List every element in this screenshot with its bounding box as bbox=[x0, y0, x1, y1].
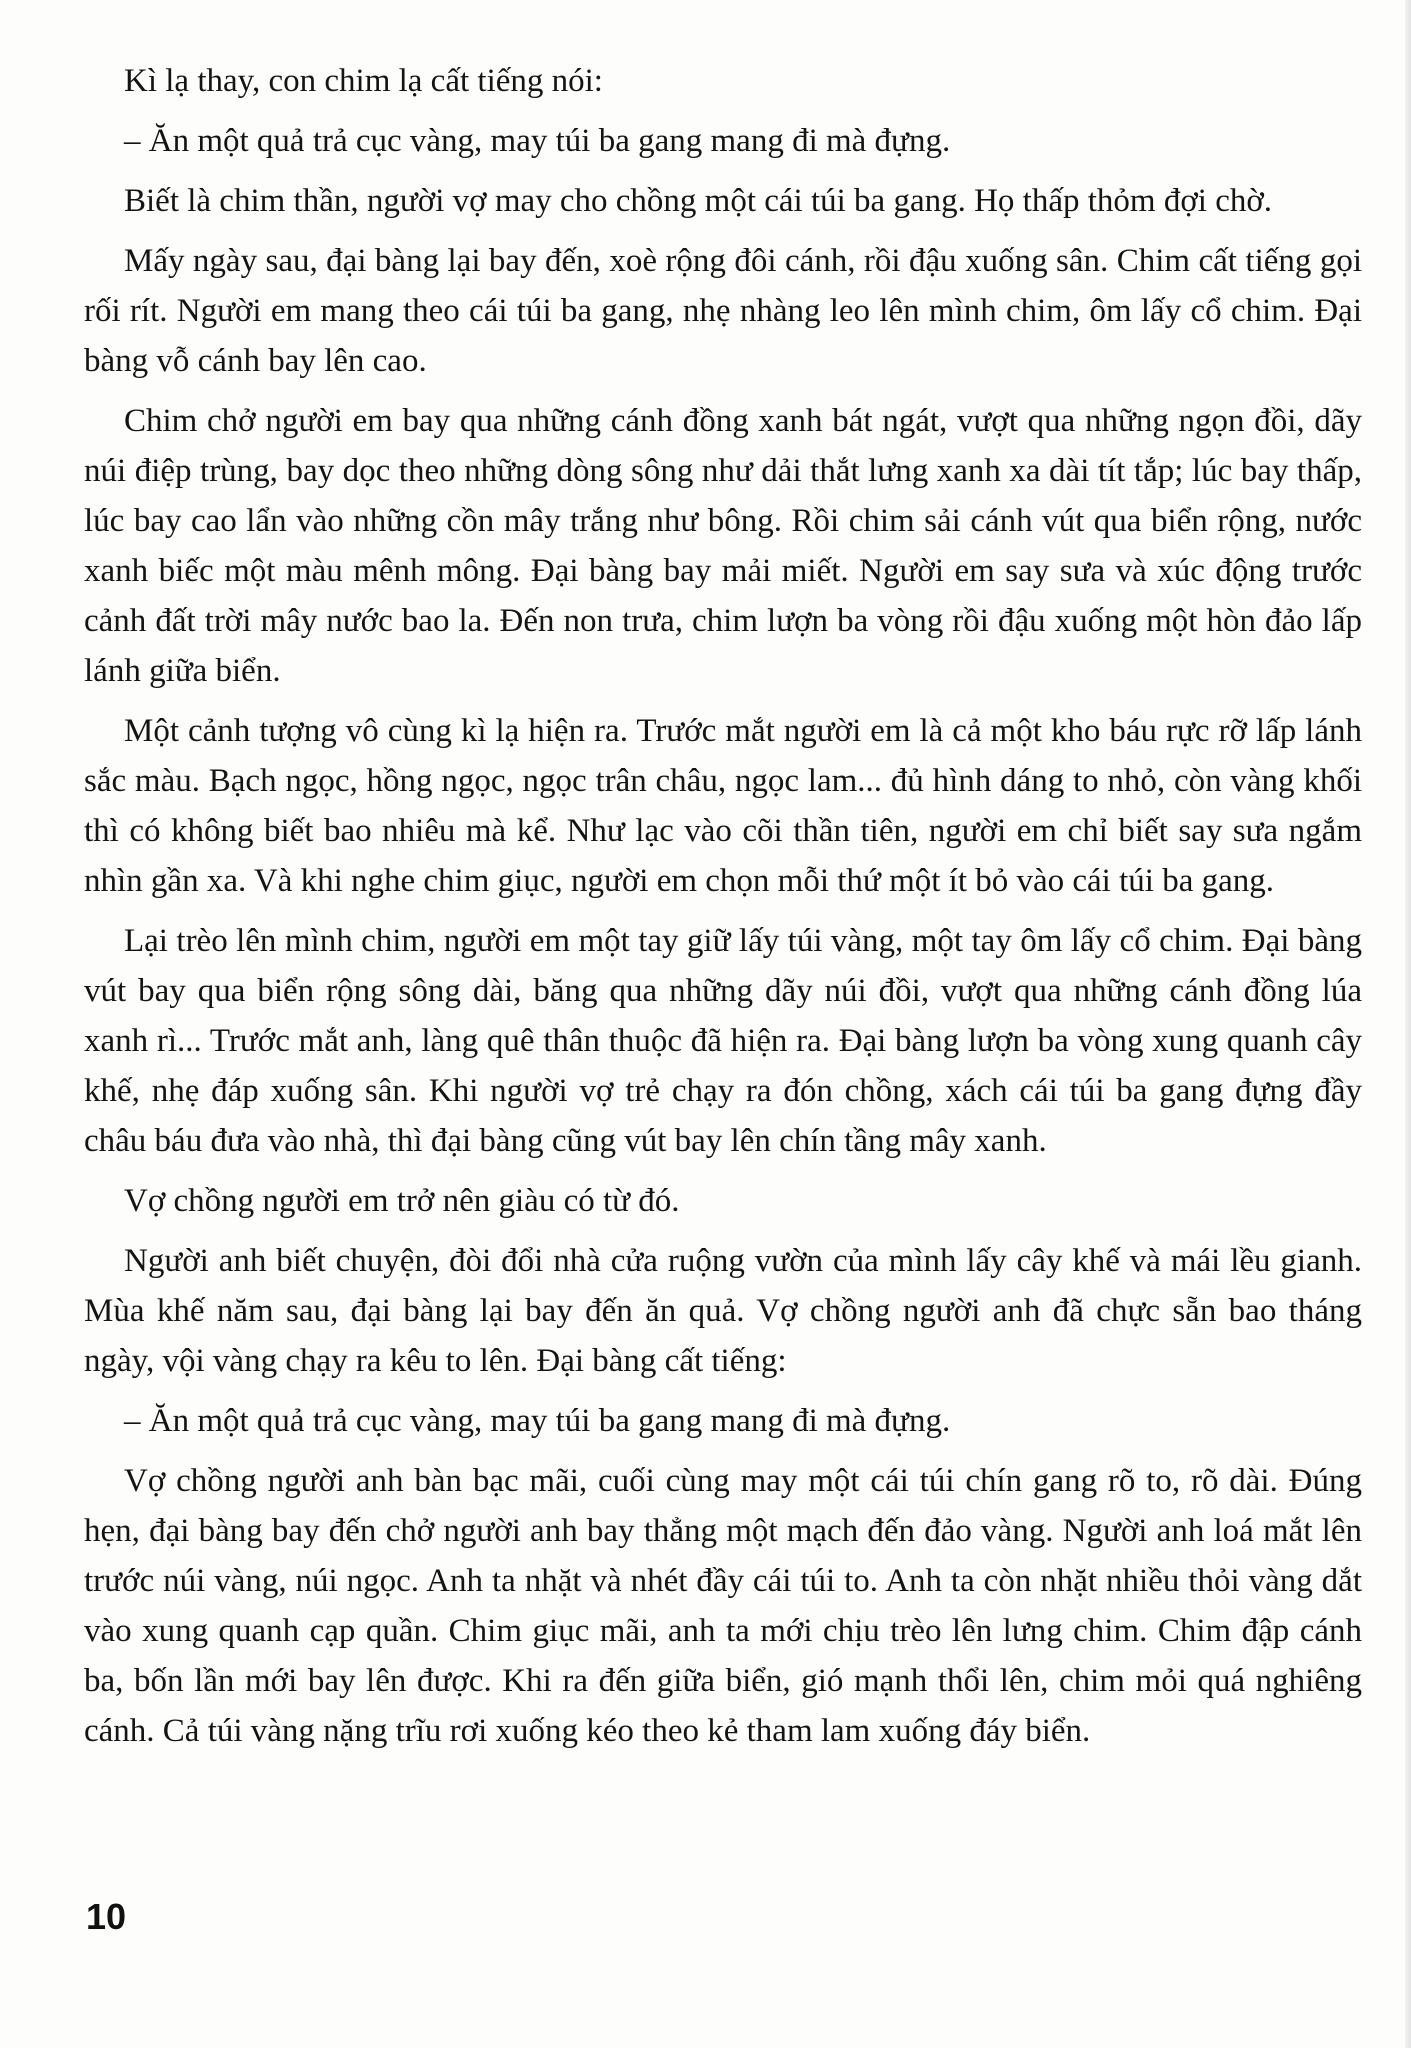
paragraph-dialogue: – Ăn một quả trả cục vàng, may túi ba gang mang đi mà đựng. bbox=[124, 1403, 951, 1439]
page-number: 10 bbox=[86, 1896, 127, 1937]
paragraph: Kì lạ thay, con chim lạ cất tiếng nói: bbox=[124, 63, 603, 99]
paragraph: Vợ chồng người em trở nên giàu có từ đó. bbox=[124, 1183, 680, 1219]
paragraph-dialogue: – Ăn một quả trả cục vàng, may túi ba gang mang đi mà đựng. bbox=[124, 123, 951, 159]
paragraph: Mấy ngày sau, đại bàng lại bay đến, xoè rộng đôi cánh, rồi đậu xuống sân. Chim cất tiếng gọi rối rít. Người em mang theo cái túi ba gang, nhẹ nhàng leo lên mình chim, ôm lấy cổ chim. Đại bàng vỗ cánh bay lên cao. bbox=[84, 243, 1362, 379]
page-edge-divider bbox=[1405, 0, 1411, 2048]
paragraph: Chim chở người em bay qua những cánh đồng xanh bát ngát, vượt qua những ngọn đồi, dãy núi điệp trùng, bay dọc theo những dòng sông như dải thắt lưng xanh xa dài tít tắp; lúc bay thấp, lúc bay cao lẩn vào những cồn mây trắng như bông. Rồi chim sải cánh vút qua biển rộng, nước xanh biếc một màu mênh mông. Đại bàng bay mải miết. Người em say sưa và xúc động trước cảnh đất trời mây nước bao la. Đến non trưa, chim lượn ba vòng rồi đậu xuống một hòn đảo lấp lánh giữa biển. bbox=[84, 403, 1362, 689]
story-text bbox=[84, 56, 1362, 1766]
paragraph: Biết là chim thần, người vợ may cho chồng một cái túi ba gang. Họ thấp thỏm đợi chờ. bbox=[124, 183, 1273, 219]
paragraph: Lại trèo lên mình chim, người em một tay giữ lấy túi vàng, một tay ôm lấy cổ chim. Đại bàng vút bay qua biển rộng sông dài, băng qua những dãy núi đồi, vượt qua những cánh đồng lúa xanh rì... Trước mắt anh, làng quê thân thuộc đã hiện ra. Đại bàng lượn ba vòng xung quanh cây khế, nhẹ đáp xuống sân. Khi người vợ trẻ chạy ra đón chồng, xách cái túi ba gang đựng đầy châu báu đưa vào nhà, thì đại bàng cũng vút bay lên chín tầng mây xanh. bbox=[84, 923, 1362, 1159]
paragraph: Một cảnh tượng vô cùng kì lạ hiện ra. Trước mắt người em là cả một kho báu rực rỡ lấp lánh sắc màu. Bạch ngọc, hồng ngọc, ngọc trân châu, ngọc lam... đủ hình dáng to nhỏ, còn vàng khối thì có không biết bao nhiêu mà kể. Như lạc vào cõi thần tiên, người em chỉ biết say sưa ngắm nhìn gần xa. Và khi nghe chim giục, người em chọn mỗi thứ một ít bỏ vào cái túi ba gang. bbox=[84, 713, 1362, 899]
paragraph: Vợ chồng người anh bàn bạc mãi, cuối cùng may một cái túi chín gang rõ to, rõ dài. Đúng hẹn, đại bàng bay đến chở người anh bay thẳng một mạch đến đảo vàng. Người anh loá mắt lên trước núi vàng, núi ngọc. Anh ta nhặt và nhét đầy cái túi to. Anh ta còn nhặt nhiều thỏi vàng dắt vào xung quanh cạp quần. Chim giục mãi, anh ta mới chịu trèo lên lưng chim. Chim đập cánh ba, bốn lần mới bay lên được. Khi ra đến giữa biển, gió mạnh thổi lên, chim mỏi quá nghiêng cánh. Cả túi vàng nặng trĩu rơi xuống kéo theo kẻ tham lam xuống đáy biển. bbox=[84, 1463, 1362, 1749]
paragraph: Người anh biết chuyện, đòi đổi nhà cửa ruộng vườn của mình lấy cây khế và mái lều gianh. Mùa khế năm sau, đại bàng lại bay đến ăn quả. Vợ chồng người anh đã chực sẵn bao tháng ngày, vội vàng chạy ra kêu to lên. Đại bàng cất tiếng: bbox=[84, 1243, 1362, 1379]
